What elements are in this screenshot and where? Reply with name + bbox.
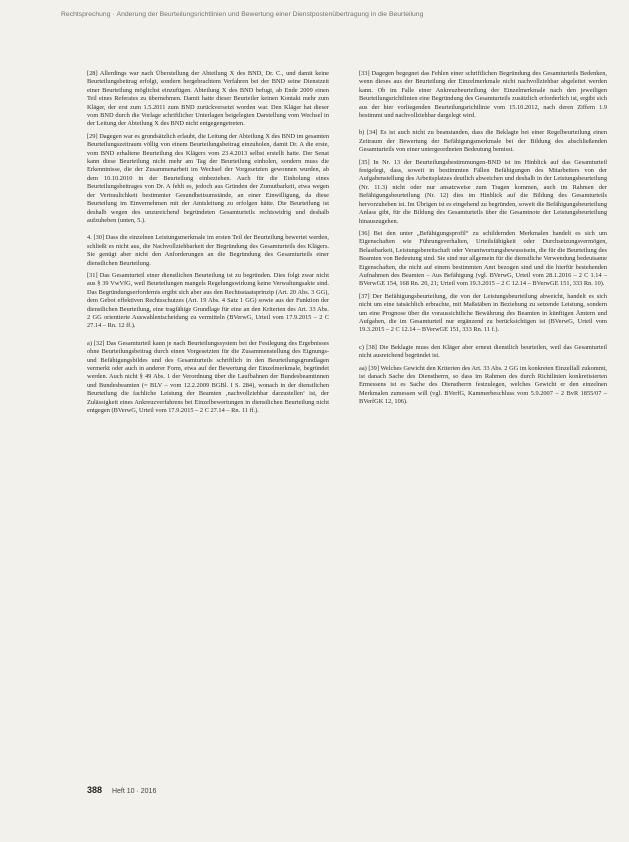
paragraph: [36] Bei den unter „Befähigungsprofil“ zu schildernden Merkmalen handelt es sich um Eigenschaften wie Führungsverhalten, Urteilsfähigkeit oder Durchsetzungsvermögen, Belastbarkeit, Leistungsbereitschaft oder Verantwortungsbewusstsein, die für die Beurteilung des Beamten von Bedeutung sind. Sie sind nur allgemein für die dienstliche Verwendung bedeutsame Eigenschaften, die nicht auf einem bestimmten Amt bezogen sind und die hierfür bestehenden Aufnahmen des Beamten – Aus Befähigung (vgl. BVerwG, Urteil vom 28.1.2016 – 2 C 1.14 – BVerwGE 154, 168 Rn. 20, 21; Urteil vom 19.3.2015 – 2 C 12.14 – BVerwGE 151, 333 Rn. 10).: [359, 229, 607, 288]
paragraph: 4. [30] Dass die einzelnen Leistungsmerkmale im ersten Teil der Beurteilung bewertet werden, schließt es nicht aus, die Nachvollziehbarkeit der Begründung des Gesamturteils des Klägers. Sie genügt aber nicht den Anforderungen an die Begründung des Gesamturteils einer dienstlichen Beurteilung.: [87, 234, 329, 267]
paragraph: [37] Der Befähigungsbeurteilung, die von der Leistungsbeurteilung abweicht, handelt es sich nicht um eine tatsächlich erbrachte, mit Maßstäben in Beziehung zu setzende Leistung, sondern um eine Prognose über die voraussichtliche Bewährung des Beamten in künftigen Ämtern und Aufgaben, die im Gesamturteil nur ergänzend zu berücksichtigen ist (BVerwG, Urteil vom 19.3.2015 – 2 C 12.14 – BVerwGE 151, 333 Rn. 11 f.).: [359, 292, 607, 334]
page-number: 388: [87, 785, 103, 795]
paragraph: a) [32] Das Gesamturteil kann je nach Beurteilungssystem bei der Festlegung des Ergebnisses ohne Beurteilungsbeitrag durch einen Vorgesetzten für die Zusammenstellung des Eignungs- und Befähigungsbildes und des Gesamturteils schriftlich in den Beurteilungsgrundlagen vermerkt oder auch in anderer Form, etwa auf der Bewertung der Einzelmerkmale, begründet werden. Auch nicht § 49 Abs. 1 der Verordnung über die Laufbahnen der Bundesbeamtinnen und Bundesbeamten (= BLV – vom 12.2.2009 BGBl. I S. 284), wonach in der dienstlichen Beurteilung die fachliche Leistung der Beamten ‚nachvollziehbar darzustellen‘ ist, der Zulässigkeit eines Ankreuzverfahrens bei Einzelbewertungen in dienstlichen Beurteilung nicht entgegen (BVerwG, Urteil vom 17.9.2015 – 2 C 27.14 – Rn. 11 ff.).: [87, 339, 329, 415]
issue-label: Heft 10 · 2016: [111, 788, 157, 795]
left-text-column: [87, 70, 329, 419]
paragraph: [33] Dagegen begegnet das Fehlen einer schriftlichen Begründung des Gesamturteils Bedenken, wenn dieses aus der Beurteilung der Einzelmerkmale nicht nachvollziehbar abgeleitet werden kann. Ob im Falle einer Ankreuzbeurteilung der Einzelmerkmale nach den jeweiligen Beurteilungsrichtlinien eine Begründung des Gesamturteils zusätzlich erforderlich ist, ergibt sich aus der hier vorliegenden Beurteilungsrichtlinie vom 15.10.2012, nach deren Ziffern 1.9 bestimmt und nachvollziehbar dargelegt wird.: [359, 70, 607, 120]
paragraph: [31] Das Gesamturteil einer dienstlichen Beurteilung ist zu begründen. Dies folgt zwar nicht aus § 39 VwVfG, weil Beurteilungen mangels Regelungswirkung keine Verwaltungsakte sind. Das Begründungserfordernis ergibt sich aber aus den Rechtsstaatsprinzip (Art. 20 Abs. 3 GG), dem Gebot effektiven Rechtsschutzes (Art. 19 Abs. 4 Satz 1 GG) sowie aus der Funktion der dienstlichen Beurteilung, eine tragfähige Grundlage für eine an den Kriterien des Art. 33 Abs. 2 GG orientierte Auswahlentscheidung zu vermitteln (BVerwG, Urteil vom 17.9.2015 – 2 C 27.14 – Rn. 12 ff.).: [87, 271, 329, 330]
paragraph: c) [38] Die Beklagte muss den Kläger aber erneut dienstlich beurteilen, weil das Gesamturteil nicht ausreichend begründet ist.: [359, 343, 607, 360]
right-text-column: [359, 70, 607, 411]
paragraph: b) [34] Es ist auch nicht zu beanstanden, dass die Beklagte bei einer Regelbeurteilung einen Zeitraum der Bewertung der Befähigungsmerkmale bei der Bildung des abschließenden Gesamturteils von einer untergeordneten Bedeutung bemisst.: [359, 129, 607, 154]
paragraph: [35] In Nr. 13 der Beurteilungsbestimmungen-BND ist im Hinblick auf das Gesamturteil festgelegt, dass, soweit in bestimmten Fällen Befähigungen des Mitarbeiters von der Aufgabenstellung des Arbeitsplatzes deutlich abweichen und deshalb in der Leistungsbeurteilung (Nr. 11.3) nicht oder nur ansatzweise zum Tragen kommen, auch im Rahmen der Befähigungsbeurteilung (Nr. 12) dies im Hinblick auf die Bildung des Gesamturteils hervorzuheben ist. Im Übrigen ist es eingehend zu begründen, soweit die Befähigungsbeurteilung Anlass gibt, für die Bildung des Gesamturteils über die Gesamtnote der Leistungsbeurteilung hinauszugehen.: [359, 158, 607, 225]
page-footer: [87, 785, 156, 795]
running-header: Rechtsprechung · Änderung der Beurteilungsrichtlinien und Bewertung einer Dienstpostenübertragung in die Beurteilung: [61, 11, 424, 18]
paragraph: [28] Allerdings war nach Überstellung der Abteilung X des BND, Dr. C., und damit keine Beurteilungsbeitrag erfolgt, sondern hergebrachtem Verfahren bei der BND seine Dienstzeit einer Beurteilung möglichst einzufügen. Abteilung X des BND befugt, ab Ende 2009 einen Teil eines Referates zu übernehmen. Damit hatte dieser Beurteiler keinen Kontakt mehr zum Kläger, der erst zum 1.5.2011 zum BND zurückversetzt worden war. Den Kläger hat dieser vom BND durch die Vorlage schriftlicher Unterlagen beigelegten Darstellung vom Wechsel in der Leitung der Abteilung X des BND nicht entgegengetreten.: [87, 70, 329, 128]
paragraph: aa) [39] Welches Gewicht den Kriterien des Art. 33 Abs. 2 GG im konkreten Einzelfall zukommt, ist danach Sache des Dienstherrn, so dass im Rahmen des durch Richtlinien konkretisierten Ermessens ist es Sache des Dienstherrn festzulegen, welches Gewicht er den einzelnen Merkmalen zumessen will (vgl. BVerfG, Kammerbeschluss vom 5.9.2007 – 2 BvR 1855/07 – BVerfGK 12, 106).: [359, 364, 607, 406]
paragraph: [29] Dagegen war es grundsätzlich erlaubt, die Leitung der Abteilung X des BND im gesamten Beurteilungszeitraum völlig von einem Beurteilungsbeitrag einzuholen, damit Dr. A die erste, vom BND erhaltene Beurteilung des Klägers vom 23.4.2013 selbst erstellt hatte. Der Senat kann diese Beurteilung nicht mehr am Tag der Beurteilung einholen, sondern muss die Erkenntnisse, die der Zusammenarbeit im Wechsel der Vorgesetzten gewonnen wurden, ab dem 10.10.2010 in der Beurteilung einbeziehen. Auch für die Einholung eines Beurteilungsbeitrages von Dr. A fehlt es, jedoch aus Gründen der Zumutbarkeit, etwa wegen der Vertraulichkeit bestimmter Gesundheitsumstände, an einer Einwilligung, da diese Beurteilung im Einvernehmen mit der Amtsleitung zu erfolgen hätte. Die Beurteilung ist deshalb wegen des unzureichend begründeten Gesamturteils rechtswidrig und deshalb aufzuheben (unten, 5.).: [87, 132, 329, 224]
